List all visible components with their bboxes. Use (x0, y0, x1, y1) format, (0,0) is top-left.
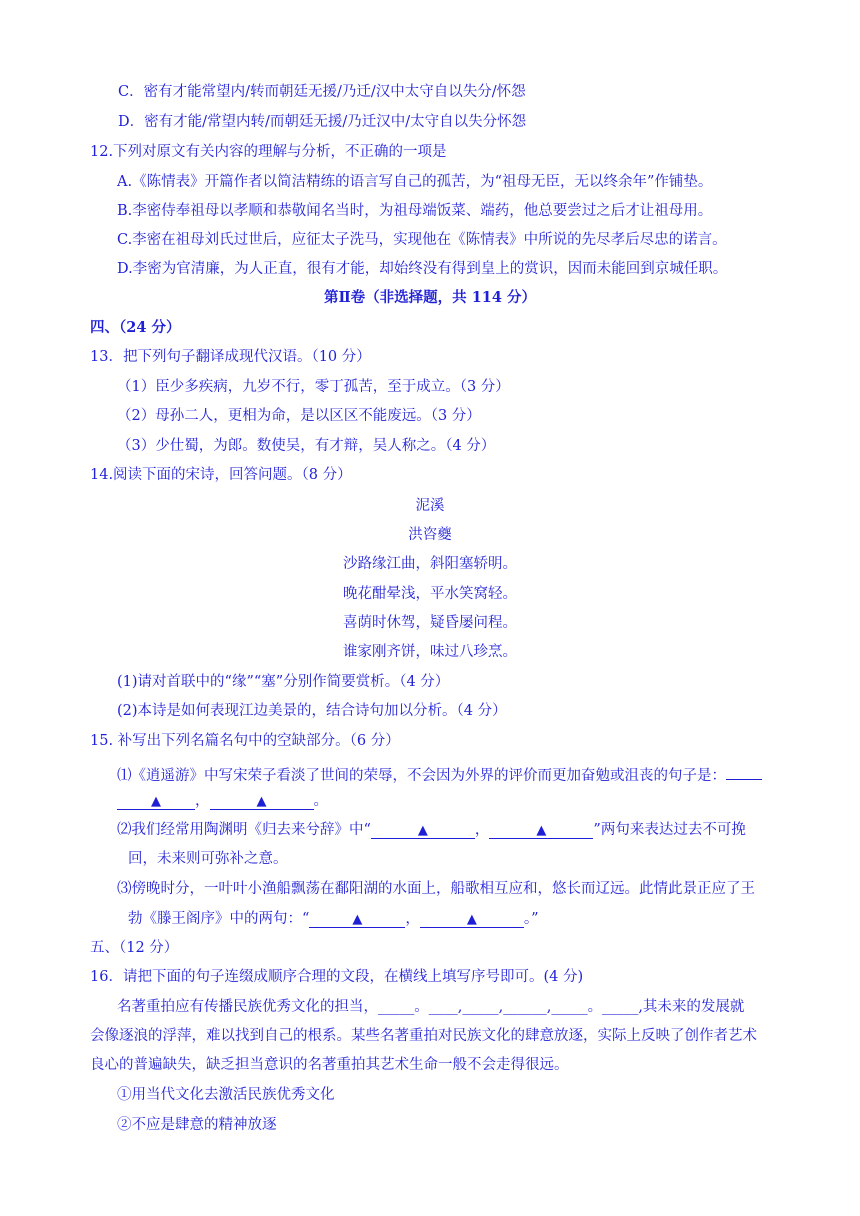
q12-option-c: C.李密在祖母刘氏过世后，应征太子洗马，实现他在《陈情表》中所说的先尽孝后尽忠的诺言。 (117, 232, 727, 248)
q16-passage-line: 会像逐浪的浮萍，难以找到自己的根系。某些名著重拍对民族文化的肆意放逐，实际上反映了创作者艺术 (90, 1028, 757, 1044)
q15-item-2-text (117, 820, 746, 840)
q15-item-1-prompt: ⑴《逍遥游》中写宋荣子看淡了世间的荣辱，不会因为外界的评价而更加奋勉或沮丧的句子是： (117, 768, 726, 784)
punctuation: 。 (313, 793, 328, 809)
q13-stem: 13．把下列句子翻译成现代汉语。（10 分） (90, 349, 371, 365)
q15-item-2-end: 回，未来则可弥补之意。 (128, 851, 288, 867)
answer-blank[interactable]: ▲ (117, 792, 195, 810)
q16-stem: 16．请把下面的句子连缀成顺序合理的文段，在横线上填写序号即可。(4 分) (90, 969, 584, 985)
q12-stem: 12.下列对原文有关内容的理解与分析，不正确的一项是 (90, 144, 447, 160)
poem-line: 沙路缘江曲，斜阳塞轿明。 (343, 556, 517, 572)
q14-subquestion-2: (2)本诗是如何表现江边美景的，结合诗句加以分析。（4 分） (117, 703, 507, 719)
q14-stem: 14.阅读下面的宋诗，回答问题。（8 分） (90, 467, 352, 483)
q13-sentence-2: （2）母孙二人，更相为命，是以区区不能废远。（3 分） (117, 408, 481, 424)
punctuation: ， (195, 793, 210, 809)
q15-item-1-text (117, 762, 762, 786)
q12-option-b: B.李密侍奉祖母以孝顺和恭敬闻名当时，为祖母端饭菜、端药，他总要尝过之后才让祖母用。 (117, 203, 713, 219)
section-5-heading: 五、（12 分） (90, 940, 179, 956)
punctuation: ， (405, 911, 420, 927)
q12-option-a: A.《陈情表》开篇作者以简洁精练的语言写自己的孤苦，为“祖母无臣，无以终余年”作铺垫。 (117, 174, 713, 190)
q15-item-2-prompt: ⑵我们经常用陶渊明《归去来兮辞》中“ (117, 822, 371, 838)
q15-item-3-blanks (128, 909, 539, 929)
q12-option-d: D.李密为官清廉，为人正直，很有才能，却始终没有得到皇上的赏识，因而未能回到京城任职。 (117, 261, 728, 277)
q15-item-3-prompt: 勃《滕王阁序》中的两句：“ (128, 911, 310, 927)
punctuation: ， (474, 822, 490, 838)
poem-line: 喜荫时休驾，疑昏屡问程。 (343, 615, 517, 631)
answer-blank[interactable]: ▲ (309, 910, 405, 928)
q16-option-1: ①用当代文化去激活民族优秀文化 (117, 1087, 335, 1103)
q11-option-c: C．密有才能常望内/转而朝廷无援/乃迁/汉中太守自以失分/怀怨 (118, 84, 526, 100)
q15-item-2-continuation: ”两句来表达过去不可挽 (593, 822, 746, 838)
answer-blank[interactable]: ▲ (420, 910, 524, 928)
answer-blank[interactable]: ▲ (210, 792, 314, 810)
q16-passage-line: 良心的普遍缺失，缺乏担当意识的名著重拍其艺术生命一般不会走得很远。 (90, 1057, 569, 1073)
q13-sentence-1: （1）臣少多疾病，九岁不行，零丁孤苦，至于成立。（3 分） (117, 379, 510, 395)
poem-line: 晚花酣晕浅，平水笑窝轻。 (343, 586, 517, 602)
poem-author: 洪咨夔 (408, 527, 452, 543)
answer-blank[interactable] (726, 762, 762, 780)
section-4-heading: 四、（24 分） (90, 319, 181, 336)
poem-line: 谁家刚齐饼，味过八珍烹。 (343, 644, 517, 660)
q15-item-1-blanks (117, 791, 328, 811)
answer-blank[interactable]: ▲ (489, 821, 593, 839)
punctuation: 。” (523, 911, 539, 927)
q11-option-d: D．密有才能/常望内转/而朝廷无援/乃迁汉中/太守自以失分怀怨 (118, 114, 527, 130)
part2-title: 第Ⅱ卷（非选择题，共 114 分） (323, 289, 537, 306)
answer-blank[interactable]: ▲ (371, 821, 475, 839)
q13-sentence-3: （3）少仕蜀，为郎。数使吴，有才辩，吴人称之。（4 分） (117, 438, 496, 454)
q16-passage-line: 名著重拍应有传播民族优秀文化的担当，_____。____,_____,______,_____。_____,其未来的发展就 (117, 999, 745, 1015)
q15-item-3-text: ⑶傍晚时分，一叶叶小渔船飘荡在鄱阳湖的水面上，船歌相互应和，悠长而辽远。此情此景正应了王 (117, 881, 755, 897)
poem-title: 泥溪 (415, 498, 445, 514)
q15-stem: 15. 补写出下列名篇名句中的空缺部分。（6 分） (90, 733, 400, 749)
q16-option-2: ②不应是肆意的精神放逐 (117, 1117, 277, 1133)
q14-subquestion-1: (1)请对首联中的“缘”“塞”分别作简要赏析。（4 分） (117, 674, 450, 690)
